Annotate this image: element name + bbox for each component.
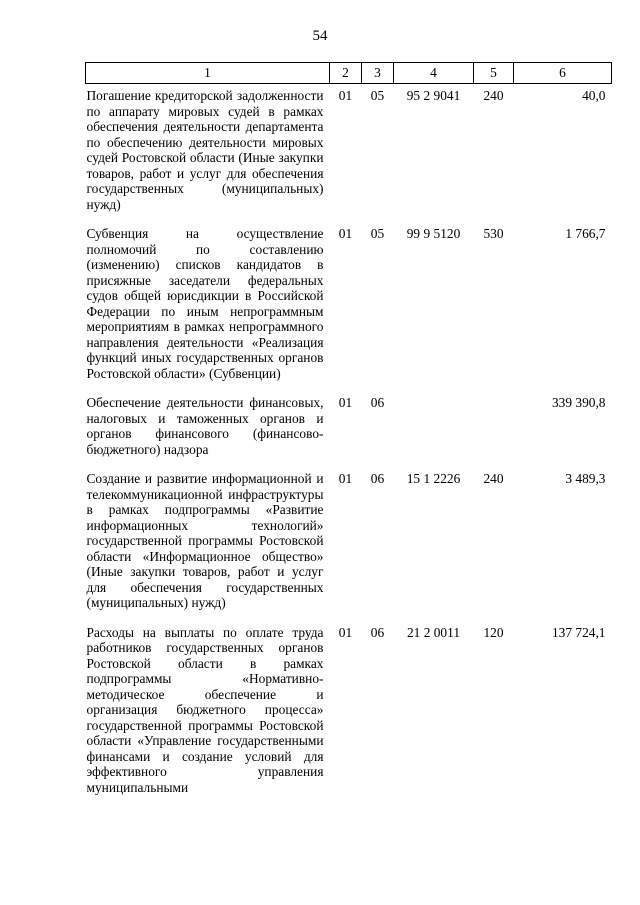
- row-section: 01: [338, 88, 353, 103]
- table-row: [86, 391, 612, 467]
- row-expense-type: [474, 391, 514, 467]
- row-section: 01: [338, 624, 353, 640]
- row-target-code: 95 2 9041: [406, 88, 461, 103]
- table-row: [86, 222, 612, 391]
- row-subsection: 06: [370, 624, 385, 640]
- header-row: [86, 63, 612, 84]
- row-name: Создание и развитие информационной и телекоммуникационной инфраструктуры в рамках подпрограммы «Развитие информационных технологий» государственной программы Ростовской области «Информационное общество» (Иные закупки товаров, работ и услуг для обеспечения государственных (муниципальных) нужд): [86, 471, 324, 610]
- budget-table: [85, 62, 612, 805]
- row-subsection: 05: [370, 226, 385, 241]
- row-name: Обеспечение деятельности финансовых, налоговых и таможенных органов и органов финансового (финансово-бюджетного) надзора: [86, 395, 324, 457]
- row-section: 01: [338, 395, 353, 410]
- row-target-code: 21 2 0011: [406, 624, 461, 640]
- row-subsection: 05: [370, 88, 385, 103]
- row-amount: 137 724,1: [551, 624, 606, 640]
- row-expense-type: 120: [483, 624, 504, 640]
- header-col-4: 4: [394, 63, 474, 84]
- row-name: Субвенция на осуществление полномочий по составлению (изменению) списков кандидатов в присяжные заседатели федеральных судов общей юрисдикции в Российской Федерации по иным непрограммным мероприятиям в рамках непрограммного направления деятельности «Реализация функций иных государственных органов Ростовской области» (Субвенции): [86, 226, 324, 381]
- header-col-2: 2: [330, 63, 362, 84]
- row-amount: 1 766,7: [565, 226, 606, 241]
- table-row: [86, 84, 612, 223]
- row-target-code: 15 1 2226: [406, 471, 461, 486]
- row-amount: 339 390,8: [551, 395, 606, 410]
- row-target-code: 99 9 5120: [406, 226, 461, 241]
- row-expense-type: 530: [483, 226, 504, 241]
- row-target-code: [394, 391, 474, 467]
- row-section: 01: [338, 226, 353, 241]
- row-section: 01: [338, 471, 353, 486]
- table-row: [86, 467, 612, 621]
- row-name: Погашение кредиторской задолженности по аппарату мировых судей в рамках обеспечения деятельности департамента по обеспечению деятельности мировых судей Ростовской области (Иные закупки товаров, работ и услуг для обеспечения государственных (муниципальных) нужд): [86, 88, 324, 212]
- row-amount: 3 489,3: [565, 471, 606, 486]
- table-body: [86, 84, 612, 806]
- row-subsection: 06: [370, 471, 385, 486]
- header-col-3: 3: [362, 63, 394, 84]
- row-amount: 40,0: [582, 88, 606, 103]
- table-row: [86, 621, 612, 806]
- header-col-6: 6: [514, 63, 612, 84]
- row-name: Расходы на выплаты по оплате труда работников государственных органов Ростовской области в рамках подпрограммы «Нормативно-методическое обеспечение и организация бюджетного процесса» государственной программы Ростовской области «Управление государственными финансами и создание условий для эффективного управления муниципальными: [86, 624, 324, 795]
- row-subsection: 06: [370, 395, 385, 410]
- page-number: 54: [312, 28, 328, 44]
- row-expense-type: 240: [483, 471, 504, 486]
- table-header: [86, 63, 612, 84]
- header-col-5: 5: [474, 63, 514, 84]
- header-col-1: 1: [86, 63, 330, 84]
- row-expense-type: 240: [483, 88, 504, 103]
